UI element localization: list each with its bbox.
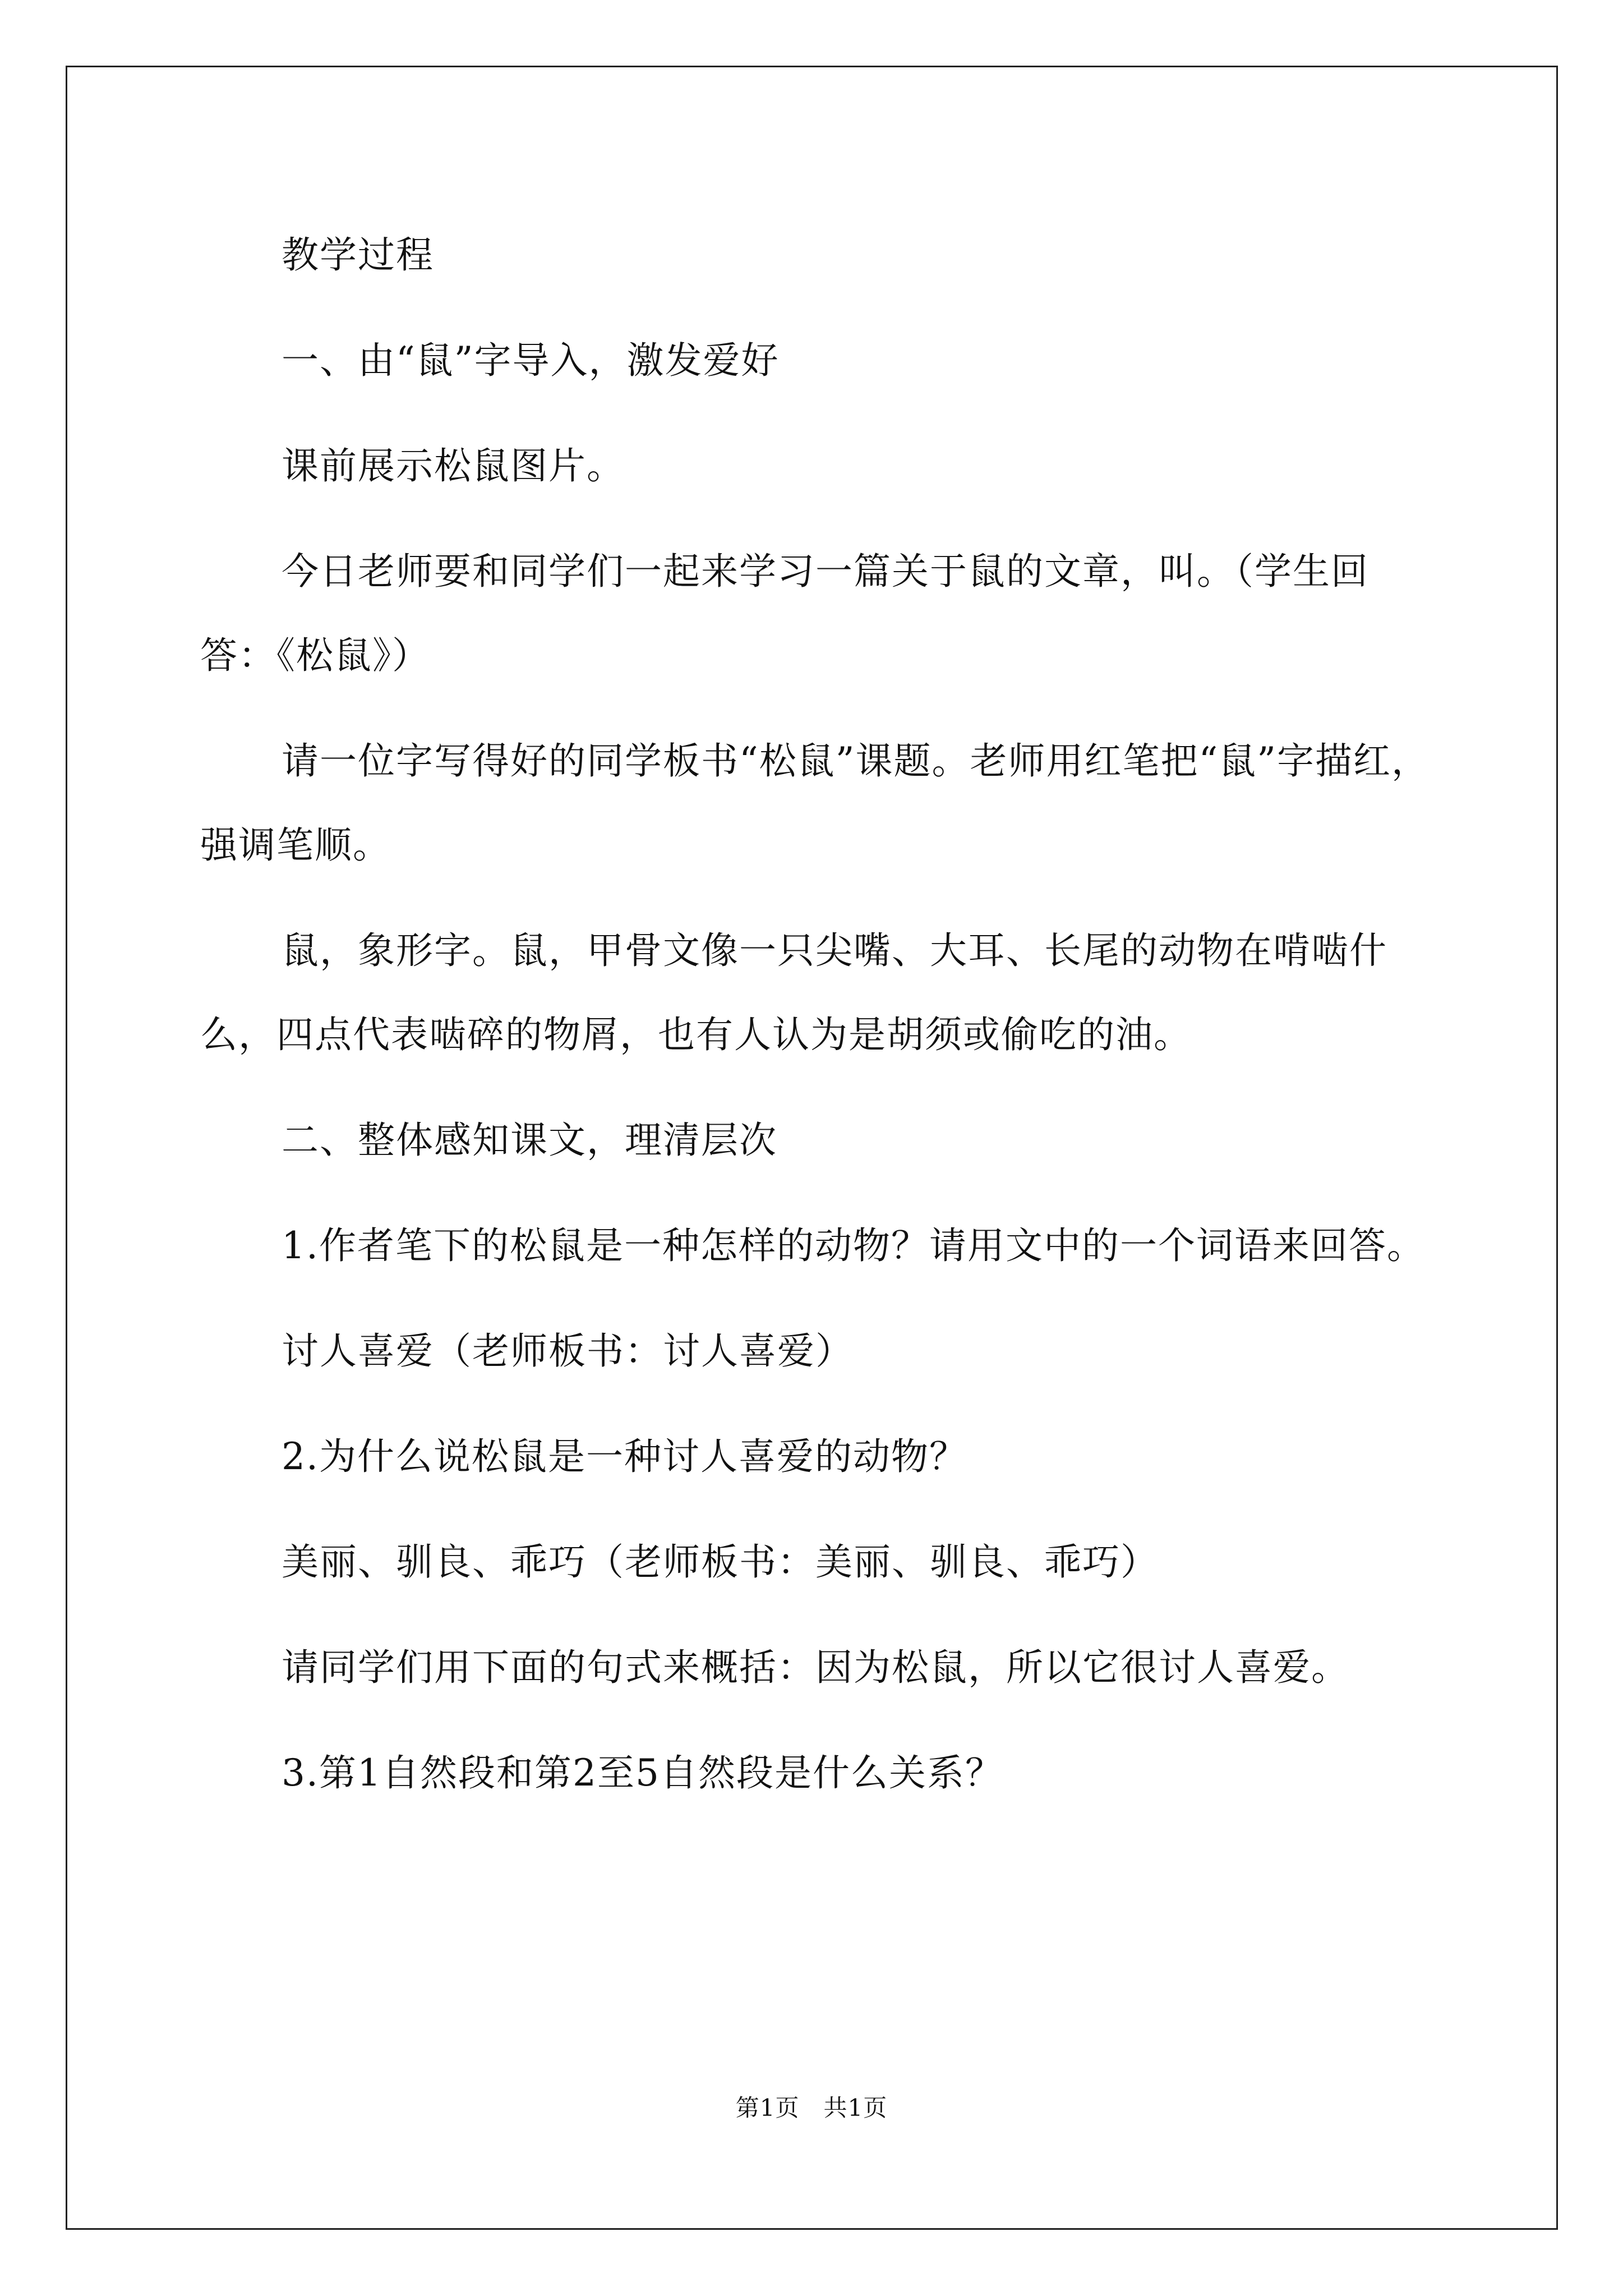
paragraph-answer: 美丽、驯良、乖巧（老师板书：美丽、驯良、乖巧） <box>282 1540 1159 1584</box>
paragraph-answer: 讨人喜爱（老师板书：讨人喜爱） <box>282 1329 854 1373</box>
document-body <box>200 213 1434 1837</box>
paragraph-heading-two: 二、整体感知课文，理清层次 <box>282 1119 777 1162</box>
paragraph: 课前展示松鼠图片。 <box>282 444 625 487</box>
paragraph-question-3: 3.第1自然段和第2至5自然段是什么关系？ <box>282 1751 1003 1795</box>
paragraph-heading-one: 一、由“鼠”字导入，激发爱好 <box>282 339 780 382</box>
paragraph: 今日老师要和同学们一起来学习一篇关于鼠的文章，叫。（学生回答：《松鼠》） <box>200 550 1369 677</box>
page-footer: 第1页 共1页 <box>735 2094 888 2122</box>
paragraph-section-heading: 教学过程 <box>282 233 434 277</box>
paragraph: 请一位字写得好的同学板书“松鼠”课题。老师用红笔把“鼠”字描红，强调笔顺。 <box>200 739 1430 867</box>
paragraph-question-2: 2.为什么说松鼠是一种讨人喜爱的动物？ <box>282 1435 967 1478</box>
paragraph: 请同学们用下面的句式来概括：因为松鼠，所以它很讨人喜爱。 <box>282 1646 1349 1689</box>
paragraph-question-1: 1.作者笔下的松鼠是一种怎样的动物？请用文中的一个词语来回答。 <box>282 1224 1425 1267</box>
paragraph: 鼠，象形字。鼠，甲骨文像一只尖嘴、大耳、长尾的动物在啃啮什么，四点代表啮碎的物屑，也有人认为是胡须或偷吃的油。 <box>200 929 1387 1056</box>
